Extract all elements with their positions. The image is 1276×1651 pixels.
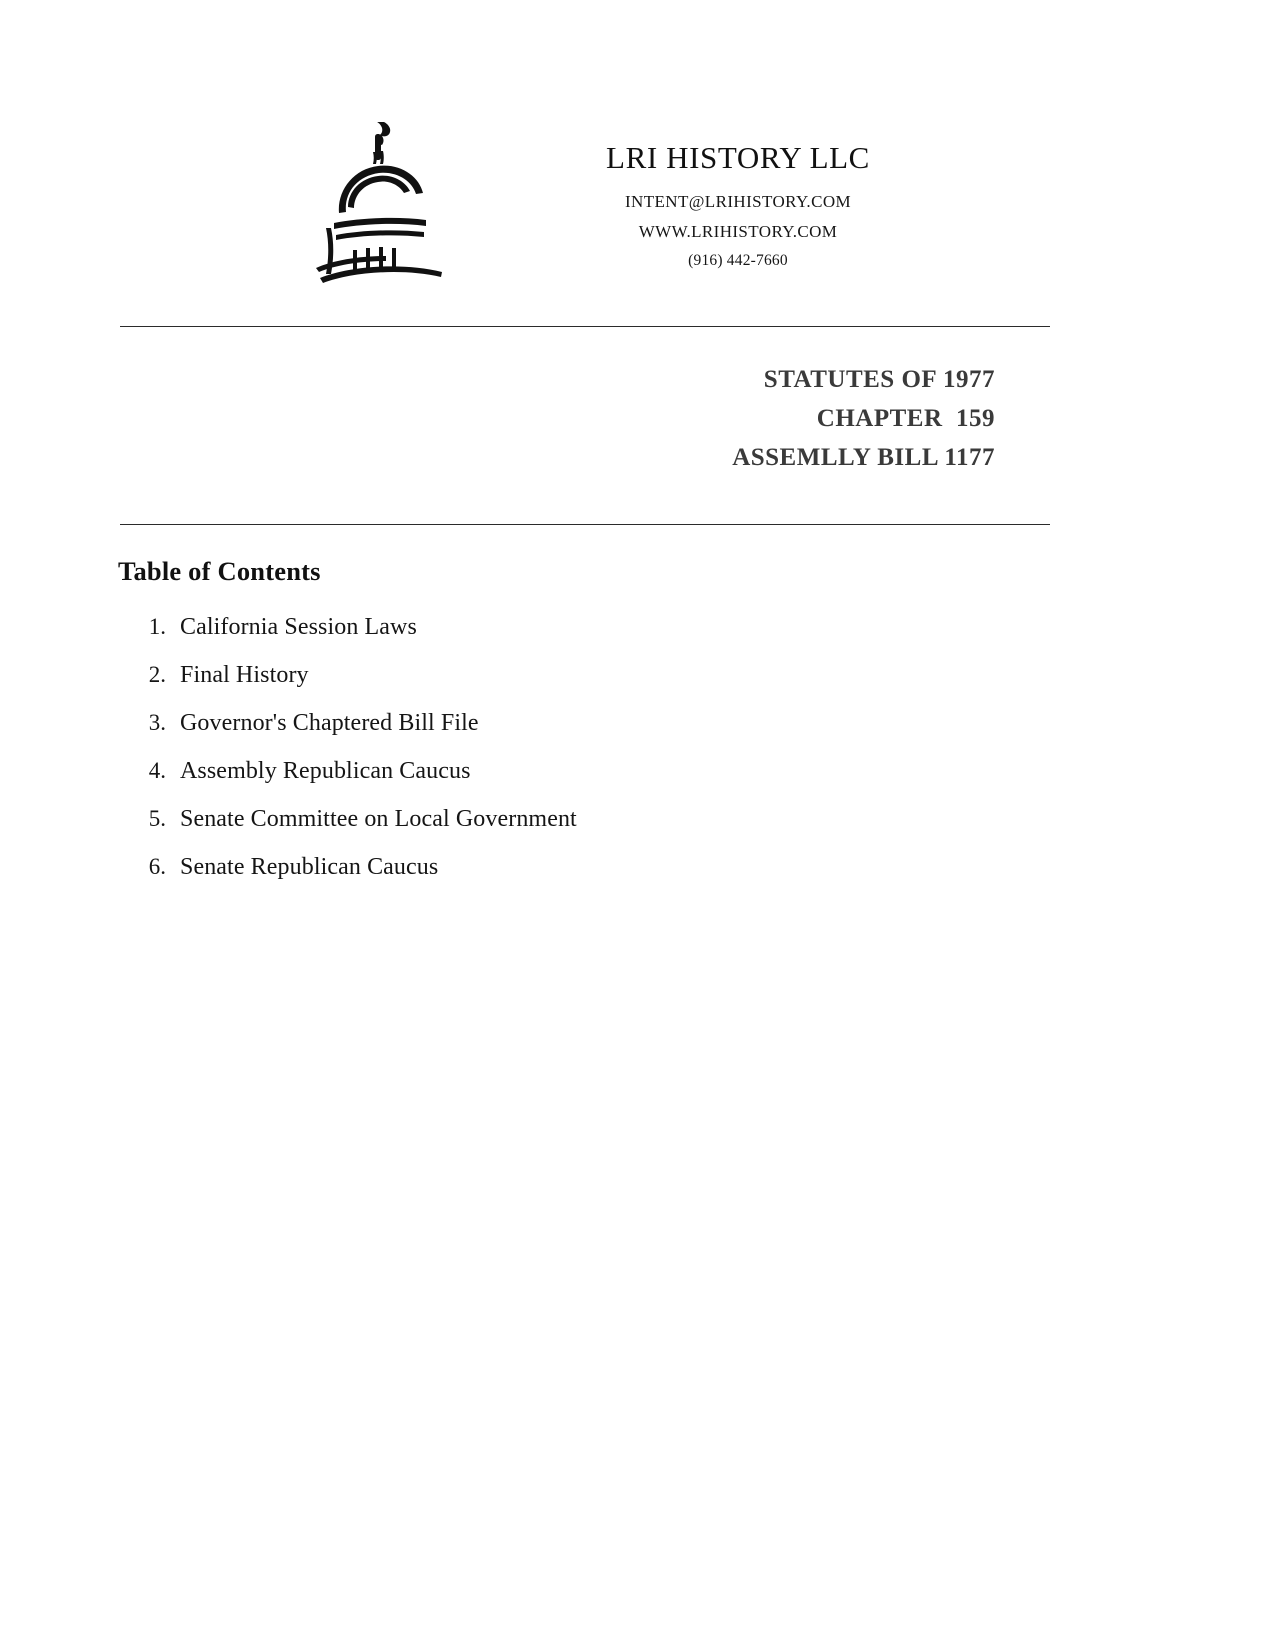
company-name: LRI HISTORY LLC (606, 140, 870, 175)
list-item-number: 6. (148, 854, 166, 879)
list-item[interactable] (118, 806, 1018, 854)
list-item-label: Senate Republican Caucus (180, 854, 439, 880)
list-item[interactable] (118, 758, 1018, 806)
company-website: WWW.LRIHISTORY.COM (638, 222, 838, 241)
list-item[interactable] (118, 854, 1018, 902)
list-item-label: Senate Committee on Local Government (180, 806, 577, 832)
list-item[interactable] (118, 614, 1018, 662)
divider-top (120, 326, 1050, 327)
list-item-number: 5. (148, 806, 166, 831)
bill-number: ASSEMLLY BILL 1177 (732, 444, 995, 471)
list-item-label: Final History (180, 662, 309, 688)
list-item-number: 1. (148, 614, 166, 639)
letterhead-text (498, 110, 978, 270)
letterhead (0, 110, 1276, 285)
list-item[interactable] (118, 662, 1018, 710)
list-item-label: California Session Laws (180, 614, 417, 640)
capitol-dome-icon (298, 110, 468, 285)
company-phone: (916) 442-7660 (688, 252, 788, 269)
list-item[interactable] (118, 710, 1018, 758)
page-title: Table of Contents (118, 556, 321, 586)
list-item-label: Governor's Chaptered Bill File (180, 710, 479, 736)
list-item-number: 3. (148, 710, 166, 735)
table-of-contents-list (118, 614, 1018, 902)
list-item-label: Assembly Republican Caucus (180, 758, 471, 784)
divider-bottom (120, 524, 1050, 525)
statutes-year: STATUTES OF 1977 (763, 366, 995, 393)
title-block (120, 360, 995, 477)
list-item-number: 2. (148, 662, 166, 687)
list-item-number: 4. (148, 758, 166, 783)
chapter-number: CHAPTER 159 (816, 405, 995, 432)
company-email: INTENT@LRIHISTORY.COM (624, 192, 852, 211)
